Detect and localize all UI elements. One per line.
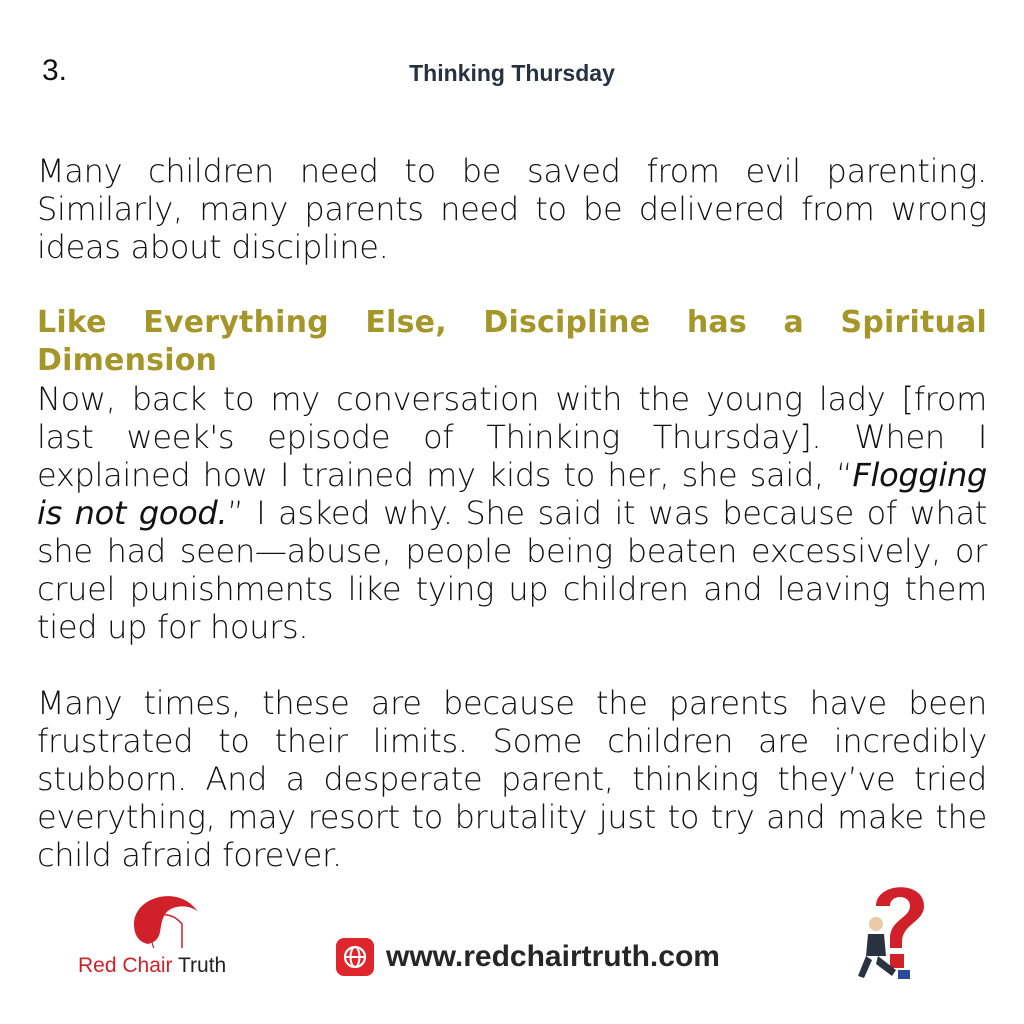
red-chair-logo-icon: [124, 882, 204, 952]
brand-logo[interactable]: [76, 882, 266, 982]
conversation-paragraph: [37, 380, 987, 646]
conversation-text-end: ” I asked why. She said it was because of what she had seen—abuse, people being beaten excessively, or cruel punishments like tying up children and leaving them tied up for hours.: [37, 494, 987, 646]
article-body: [37, 152, 987, 874]
quote-text: Flogging is not good.: [37, 456, 987, 532]
logo-text-red: Red Chair: [78, 954, 173, 977]
website-link[interactable]: [336, 937, 720, 977]
logo-text: [78, 954, 226, 978]
logo-text-dark: Truth: [172, 954, 227, 977]
globe-icon: [336, 938, 374, 976]
section-heading: Like Everything Else, Discipline has a Spiritual Dimension: [37, 305, 987, 378]
page-number: 3.: [42, 54, 68, 87]
frustration-paragraph: Many times, these are because the parents have been frustrated to their limits. Some children are incredibly stubborn. And a desperate parent, thinking they’ve tried everything, may resort to brutality just to try and make the child afraid forever.: [37, 684, 987, 874]
conversation-text-start: Now, back to my conversation with the young lady [from last week's episode of Thinking Thursday]. When I explained how I trained my kids to her, she said, “: [37, 380, 987, 494]
website-url[interactable]: www.redchairtruth.com: [386, 940, 720, 973]
series-title: Thinking Thursday: [409, 60, 615, 86]
intro-paragraph: Many children need to be saved from evil parenting. Similarly, many parents need to be delivered from wrong ideas about discipline.: [37, 152, 987, 266]
question-mark-figure-icon: [846, 876, 936, 986]
